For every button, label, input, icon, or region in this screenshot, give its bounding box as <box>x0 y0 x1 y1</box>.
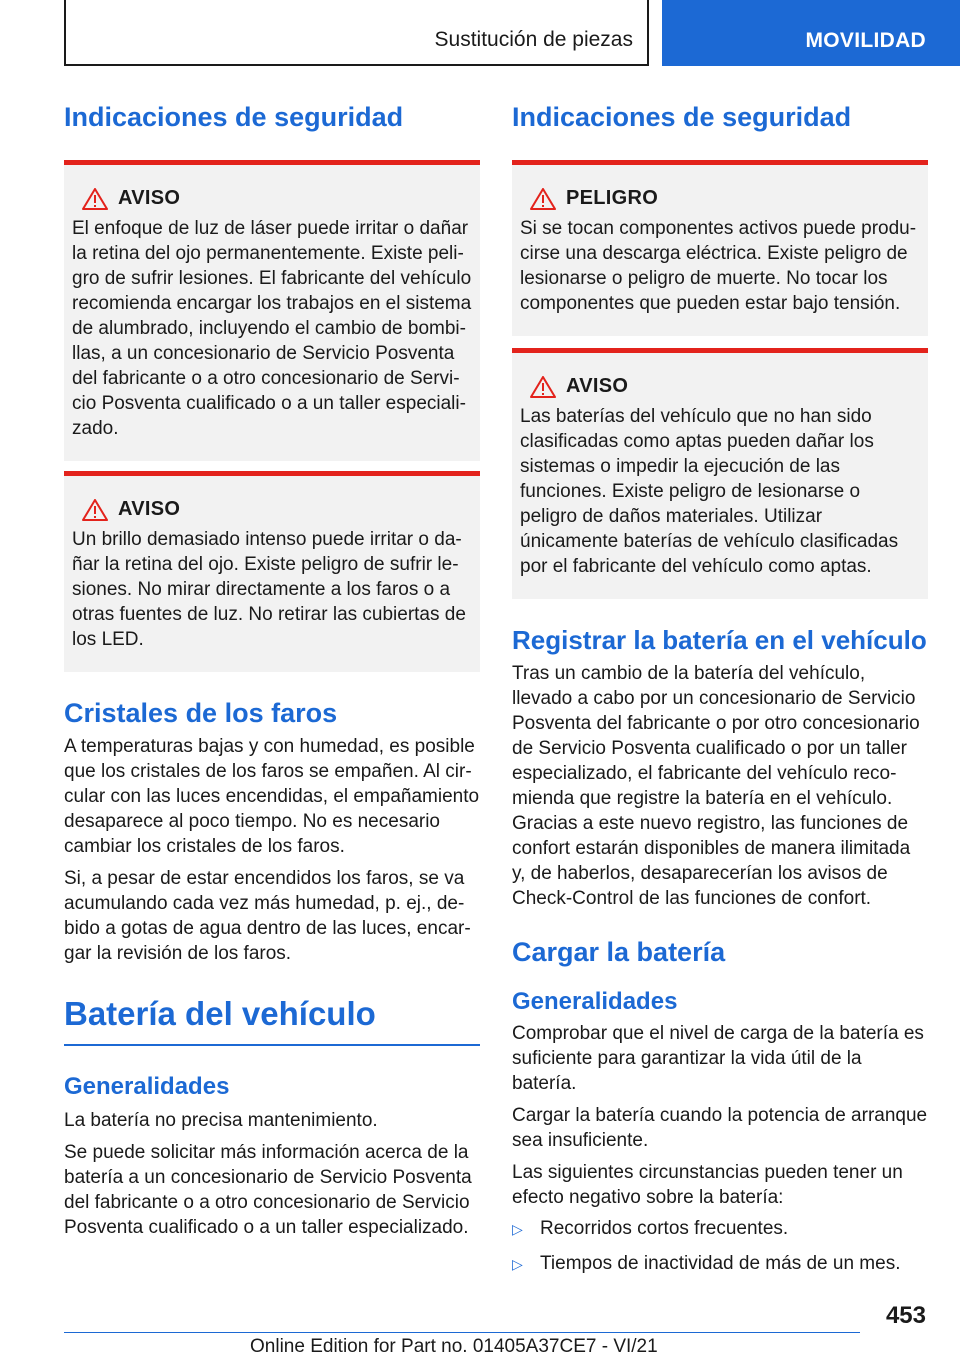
paragraph: Tras un cambio de la batería del vehículo, llevado a cabo por un concesionario de Servicio Posventa del fabricante o por otro concesionario de Servicio Posventa cualificado o por un taller especializado, el fabricante del vehículo recomienda que registre la batería en el vehículo. Gracias a este nuevo registro, las funciones de confort estarán disponibles de manera ilimitada y, de haberlos, desaparecerían los avisos de Check-Control de las funciones de confort. <box>512 663 920 909</box>
warning-text: Un brillo demasiado intenso puede irritar o dañar la retina del ojo. Existe peligro de sufrir lesiones. No mirar directamente a los faros o a otras fuentes de luz. No retirar las cubiertas de los LED. <box>72 529 466 650</box>
footer-divider <box>64 1332 860 1333</box>
warning-box <box>512 348 928 599</box>
edition-footer: Online Edition for Part no. 01405A37CE7 - VI/21 <box>250 1336 658 1357</box>
warning-label: AVISO <box>566 375 629 397</box>
warning-box <box>64 471 480 672</box>
right-column <box>512 100 928 1286</box>
header-section-tab <box>64 0 649 66</box>
list-item <box>512 1251 928 1277</box>
bullet-list <box>512 1216 928 1277</box>
battery-heading: Batería del vehículo <box>64 994 480 1046</box>
paragraph: Las siguientes circunstancias pueden tener un efecto negativo sobre la batería: <box>512 1162 903 1208</box>
paragraph: La batería no precisa mantenimiento. <box>64 1110 378 1131</box>
chapter-title: MOVILIDAD <box>805 29 926 52</box>
warning-box <box>64 160 480 461</box>
section-title: Sustitución de piezas <box>434 28 633 51</box>
triangle-bullet-icon: ▷ <box>512 1256 523 1272</box>
paragraph: Cargar la batería cuando la potencia de arranque sea insuficiente. <box>512 1105 928 1151</box>
warning-text: El enfoque de luz de láser puede irritar o dañar la retina del ojo permanentemente. Existe peligro de sufrir lesiones. El fabricante del vehículo recomienda encargar los trabajos en el sistema de alumbrado, incluyendo el cambio de bombillas, a un concesionario de Servicio Posventa del fabricante o a otro concesionario de Servicio Posventa cualificado o a un taller especializado. <box>72 218 472 439</box>
list-item <box>512 1216 928 1242</box>
paragraph: Se puede solicitar más información acerca de la batería a un concesionario de Servicio Posventa del fabricante o a otro concesionario de Servicio Posventa cualificado o a un taller especializado. <box>64 1142 472 1238</box>
warning-triangle-icon <box>82 499 108 521</box>
warning-label: AVISO <box>118 187 181 209</box>
headlight-lens-heading: Cristales de los faros <box>64 698 338 728</box>
general-heading: Generalidades <box>64 1073 230 1100</box>
warning-triangle-icon <box>530 188 556 210</box>
paragraph: Comprobar que el nivel de carga de la batería es suficiente para garantizar la vida útil de la batería. <box>512 1023 924 1094</box>
page-number: 453 <box>885 1302 926 1329</box>
paragraph: Si, a pesar de estar encendidos los faros, se va acumulando cada vez más humedad, p. ej., debido a gotas de agua dentro de las luces, encargar la revisión de los faros. <box>64 868 471 964</box>
list-item-text: Recorridos cortos frecuentes. <box>540 1218 789 1239</box>
warning-label: AVISO <box>118 498 181 520</box>
paragraph: A temperaturas bajas y con humedad, es posible que los cristales de los faros se empañen. Al circular con las luces encendidas, el empañamiento desaparece al poco tiempo. No es necesario cambiar los cristales de los faros. <box>64 736 480 857</box>
triangle-bullet-icon: ▷ <box>512 1221 523 1237</box>
charge-battery-heading: Cargar la batería <box>512 937 726 967</box>
warning-triangle-icon <box>530 376 556 398</box>
danger-box <box>512 160 928 336</box>
warning-text: Las baterías del vehículo que no han sido clasificadas como aptas pueden dañar los sistemas o impedir la ejecución de las funciones. Existe peligro de lesionarse o peligro de daños materiales. Utilizar únicamente baterías de vehículo clasificadas por el fabricante del vehículo como aptas. <box>520 406 899 577</box>
list-item-text: Tiempos de inactividad de más de un mes. <box>540 1253 901 1274</box>
safety-heading: Indicaciones de seguridad <box>512 102 852 132</box>
danger-label: PELIGRO <box>566 187 659 209</box>
left-column <box>64 100 480 1240</box>
general-heading: Generalidades <box>512 988 678 1015</box>
warning-triangle-icon <box>82 188 108 210</box>
safety-heading: Indicaciones de seguridad <box>64 102 404 132</box>
header-chapter-tab <box>662 0 960 66</box>
danger-text: Si se tocan componentes activos puede producirse una descarga eléctrica. Existe peligro de lesionarse o peligro de muerte. No tocar los componentes que pueden estar bajo tensión. <box>520 218 917 314</box>
register-battery-heading: Registrar la batería en el vehículo <box>512 625 927 655</box>
